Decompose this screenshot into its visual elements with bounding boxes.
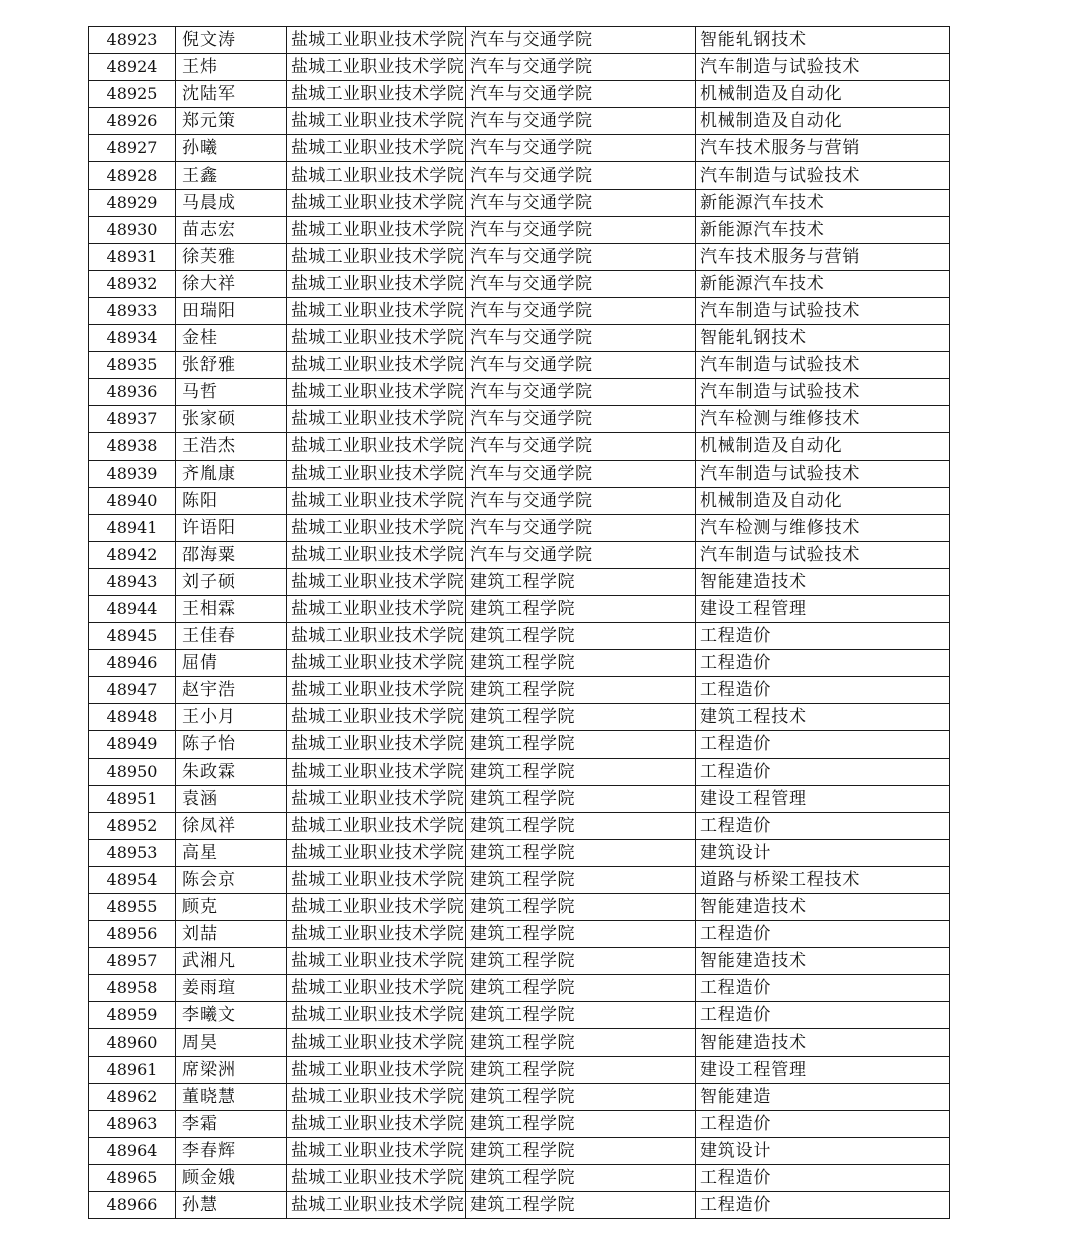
row-major-cell: 建设工程管理 bbox=[696, 1056, 950, 1083]
table-row bbox=[89, 487, 950, 514]
table-row bbox=[89, 135, 950, 162]
row-name-cell: 马晨成 bbox=[176, 189, 287, 216]
row-major-cell: 汽车制造与试验技术 bbox=[696, 541, 950, 568]
row-school-cell: 盐城工业职业技术学院 bbox=[287, 758, 466, 785]
row-college-cell: 汽车与交通学院 bbox=[466, 162, 696, 189]
row-id-cell: 48952 bbox=[89, 812, 176, 839]
row-college-cell: 建筑工程学院 bbox=[466, 1056, 696, 1083]
row-name-cell: 陈子怡 bbox=[176, 731, 287, 758]
row-school-cell: 盐城工业职业技术学院 bbox=[287, 541, 466, 568]
row-college-cell: 建筑工程学院 bbox=[466, 568, 696, 595]
table-row bbox=[89, 595, 950, 622]
row-major-cell: 建筑工程技术 bbox=[696, 704, 950, 731]
row-name-cell: 顾金娥 bbox=[176, 1164, 287, 1191]
row-school-cell: 盐城工业职业技术学院 bbox=[287, 677, 466, 704]
table-row bbox=[89, 677, 950, 704]
row-major-cell: 工程造价 bbox=[696, 1110, 950, 1137]
row-name-cell: 孙曦 bbox=[176, 135, 287, 162]
row-school-cell: 盐城工业职业技术学院 bbox=[287, 1056, 466, 1083]
row-name-cell: 王相霖 bbox=[176, 595, 287, 622]
row-major-cell: 汽车制造与试验技术 bbox=[696, 162, 950, 189]
table-row bbox=[89, 1110, 950, 1137]
row-id-cell: 48942 bbox=[89, 541, 176, 568]
row-school-cell: 盐城工业职业技术学院 bbox=[287, 162, 466, 189]
row-college-cell: 建筑工程学院 bbox=[466, 975, 696, 1002]
table-row bbox=[89, 1002, 950, 1029]
row-id-cell: 48958 bbox=[89, 975, 176, 1002]
row-college-cell: 汽车与交通学院 bbox=[466, 81, 696, 108]
row-id-cell: 48956 bbox=[89, 921, 176, 948]
table-row bbox=[89, 460, 950, 487]
table-row bbox=[89, 541, 950, 568]
row-school-cell: 盐城工业职业技术学院 bbox=[287, 731, 466, 758]
row-college-cell: 建筑工程学院 bbox=[466, 921, 696, 948]
row-college-cell: 建筑工程学院 bbox=[466, 1164, 696, 1191]
row-major-cell: 工程造价 bbox=[696, 1164, 950, 1191]
row-name-cell: 田瑞阳 bbox=[176, 297, 287, 324]
table-row bbox=[89, 162, 950, 189]
row-school-cell: 盐城工业职业技术学院 bbox=[287, 325, 466, 352]
row-major-cell: 智能建造技术 bbox=[696, 568, 950, 595]
row-college-cell: 汽车与交通学院 bbox=[466, 135, 696, 162]
row-major-cell: 工程造价 bbox=[696, 731, 950, 758]
row-college-cell: 汽车与交通学院 bbox=[466, 379, 696, 406]
row-school-cell: 盐城工业职业技术学院 bbox=[287, 54, 466, 81]
row-id-cell: 48939 bbox=[89, 460, 176, 487]
row-id-cell: 48949 bbox=[89, 731, 176, 758]
table-row bbox=[89, 623, 950, 650]
row-id-cell: 48965 bbox=[89, 1164, 176, 1191]
row-name-cell: 王小月 bbox=[176, 704, 287, 731]
table-row bbox=[89, 54, 950, 81]
row-college-cell: 建筑工程学院 bbox=[466, 623, 696, 650]
row-major-cell: 工程造价 bbox=[696, 677, 950, 704]
table-row bbox=[89, 1164, 950, 1191]
row-id-cell: 48955 bbox=[89, 894, 176, 921]
table-row bbox=[89, 297, 950, 324]
row-college-cell: 汽车与交通学院 bbox=[466, 487, 696, 514]
row-name-cell: 袁涵 bbox=[176, 785, 287, 812]
row-college-cell: 建筑工程学院 bbox=[466, 812, 696, 839]
row-college-cell: 汽车与交通学院 bbox=[466, 189, 696, 216]
row-name-cell: 朱政霖 bbox=[176, 758, 287, 785]
row-school-cell: 盐城工业职业技术学院 bbox=[287, 704, 466, 731]
row-school-cell: 盐城工业职业技术学院 bbox=[287, 785, 466, 812]
row-major-cell: 汽车检测与维修技术 bbox=[696, 514, 950, 541]
row-college-cell: 汽车与交通学院 bbox=[466, 325, 696, 352]
row-college-cell: 汽车与交通学院 bbox=[466, 243, 696, 270]
row-major-cell: 工程造价 bbox=[696, 1192, 950, 1219]
row-id-cell: 48947 bbox=[89, 677, 176, 704]
row-major-cell: 机械制造及自动化 bbox=[696, 487, 950, 514]
roster-table bbox=[88, 26, 950, 1219]
row-name-cell: 董晓慧 bbox=[176, 1083, 287, 1110]
row-name-cell: 许语阳 bbox=[176, 514, 287, 541]
row-name-cell: 徐大祥 bbox=[176, 270, 287, 297]
row-id-cell: 48957 bbox=[89, 948, 176, 975]
row-id-cell: 48954 bbox=[89, 866, 176, 893]
row-school-cell: 盐城工业职业技术学院 bbox=[287, 812, 466, 839]
row-id-cell: 48945 bbox=[89, 623, 176, 650]
row-id-cell: 48961 bbox=[89, 1056, 176, 1083]
row-school-cell: 盐城工业职业技术学院 bbox=[287, 27, 466, 54]
row-college-cell: 汽车与交通学院 bbox=[466, 297, 696, 324]
table-row bbox=[89, 975, 950, 1002]
row-name-cell: 高星 bbox=[176, 839, 287, 866]
row-school-cell: 盐城工业职业技术学院 bbox=[287, 135, 466, 162]
table-row bbox=[89, 839, 950, 866]
table-row bbox=[89, 758, 950, 785]
table-row bbox=[89, 325, 950, 352]
row-school-cell: 盐城工业职业技术学院 bbox=[287, 894, 466, 921]
table-row bbox=[89, 270, 950, 297]
row-school-cell: 盐城工业职业技术学院 bbox=[287, 189, 466, 216]
row-college-cell: 汽车与交通学院 bbox=[466, 460, 696, 487]
row-id-cell: 48932 bbox=[89, 270, 176, 297]
row-name-cell: 周昊 bbox=[176, 1029, 287, 1056]
row-major-cell: 汽车技术服务与营销 bbox=[696, 243, 950, 270]
row-name-cell: 孙慧 bbox=[176, 1192, 287, 1219]
row-school-cell: 盐城工业职业技术学院 bbox=[287, 270, 466, 297]
row-id-cell: 48946 bbox=[89, 650, 176, 677]
row-id-cell: 48953 bbox=[89, 839, 176, 866]
row-college-cell: 建筑工程学院 bbox=[466, 1137, 696, 1164]
row-school-cell: 盐城工业职业技术学院 bbox=[287, 406, 466, 433]
row-name-cell: 姜雨瑄 bbox=[176, 975, 287, 1002]
row-major-cell: 机械制造及自动化 bbox=[696, 108, 950, 135]
row-id-cell: 48951 bbox=[89, 785, 176, 812]
row-name-cell: 倪文涛 bbox=[176, 27, 287, 54]
row-name-cell: 王炜 bbox=[176, 54, 287, 81]
row-id-cell: 48935 bbox=[89, 352, 176, 379]
row-school-cell: 盐城工业职业技术学院 bbox=[287, 1083, 466, 1110]
row-college-cell: 汽车与交通学院 bbox=[466, 514, 696, 541]
row-name-cell: 李春辉 bbox=[176, 1137, 287, 1164]
row-college-cell: 汽车与交通学院 bbox=[466, 216, 696, 243]
row-major-cell: 新能源汽车技术 bbox=[696, 216, 950, 243]
row-college-cell: 建筑工程学院 bbox=[466, 866, 696, 893]
row-school-cell: 盐城工业职业技术学院 bbox=[287, 1029, 466, 1056]
row-college-cell: 建筑工程学院 bbox=[466, 1002, 696, 1029]
row-major-cell: 汽车制造与试验技术 bbox=[696, 379, 950, 406]
row-name-cell: 金桂 bbox=[176, 325, 287, 352]
row-major-cell: 道路与桥梁工程技术 bbox=[696, 866, 950, 893]
table-row bbox=[89, 379, 950, 406]
row-name-cell: 齐胤康 bbox=[176, 460, 287, 487]
row-major-cell: 建设工程管理 bbox=[696, 595, 950, 622]
row-id-cell: 48964 bbox=[89, 1137, 176, 1164]
row-name-cell: 张家硕 bbox=[176, 406, 287, 433]
row-college-cell: 建筑工程学院 bbox=[466, 677, 696, 704]
row-id-cell: 48927 bbox=[89, 135, 176, 162]
row-id-cell: 48924 bbox=[89, 54, 176, 81]
row-school-cell: 盐城工业职业技术学院 bbox=[287, 379, 466, 406]
row-college-cell: 汽车与交通学院 bbox=[466, 270, 696, 297]
row-id-cell: 48960 bbox=[89, 1029, 176, 1056]
row-name-cell: 苗志宏 bbox=[176, 216, 287, 243]
row-school-cell: 盐城工业职业技术学院 bbox=[287, 1192, 466, 1219]
table-row bbox=[89, 948, 950, 975]
table-row bbox=[89, 1083, 950, 1110]
row-id-cell: 48926 bbox=[89, 108, 176, 135]
row-major-cell: 汽车制造与试验技术 bbox=[696, 352, 950, 379]
row-college-cell: 建筑工程学院 bbox=[466, 650, 696, 677]
row-school-cell: 盐城工业职业技术学院 bbox=[287, 1137, 466, 1164]
table-row bbox=[89, 866, 950, 893]
row-major-cell: 工程造价 bbox=[696, 975, 950, 1002]
row-name-cell: 马哲 bbox=[176, 379, 287, 406]
row-college-cell: 建筑工程学院 bbox=[466, 1192, 696, 1219]
row-school-cell: 盐城工业职业技术学院 bbox=[287, 595, 466, 622]
table-row bbox=[89, 1192, 950, 1219]
table-row bbox=[89, 433, 950, 460]
row-name-cell: 郑元策 bbox=[176, 108, 287, 135]
row-name-cell: 赵宇浩 bbox=[176, 677, 287, 704]
row-id-cell: 48963 bbox=[89, 1110, 176, 1137]
row-id-cell: 48966 bbox=[89, 1192, 176, 1219]
row-school-cell: 盐城工业职业技术学院 bbox=[287, 487, 466, 514]
row-major-cell: 建筑设计 bbox=[696, 839, 950, 866]
row-college-cell: 建筑工程学院 bbox=[466, 1029, 696, 1056]
table-row bbox=[89, 921, 950, 948]
row-id-cell: 48930 bbox=[89, 216, 176, 243]
row-id-cell: 48940 bbox=[89, 487, 176, 514]
row-name-cell: 王鑫 bbox=[176, 162, 287, 189]
row-major-cell: 机械制造及自动化 bbox=[696, 433, 950, 460]
table-row bbox=[89, 731, 950, 758]
table-row bbox=[89, 27, 950, 54]
row-id-cell: 48941 bbox=[89, 514, 176, 541]
row-college-cell: 汽车与交通学院 bbox=[466, 406, 696, 433]
row-school-cell: 盐城工业职业技术学院 bbox=[287, 1002, 466, 1029]
row-major-cell: 汽车技术服务与营销 bbox=[696, 135, 950, 162]
row-school-cell: 盐城工业职业技术学院 bbox=[287, 1110, 466, 1137]
roster-body bbox=[89, 27, 950, 1219]
row-college-cell: 建筑工程学院 bbox=[466, 894, 696, 921]
row-id-cell: 48943 bbox=[89, 568, 176, 595]
row-name-cell: 沈陆军 bbox=[176, 81, 287, 108]
table-row bbox=[89, 81, 950, 108]
row-major-cell: 汽车检测与维修技术 bbox=[696, 406, 950, 433]
row-school-cell: 盐城工业职业技术学院 bbox=[287, 948, 466, 975]
row-major-cell: 智能轧钢技术 bbox=[696, 325, 950, 352]
table-row bbox=[89, 785, 950, 812]
row-major-cell: 机械制造及自动化 bbox=[696, 81, 950, 108]
row-major-cell: 智能建造技术 bbox=[696, 894, 950, 921]
row-college-cell: 建筑工程学院 bbox=[466, 1083, 696, 1110]
table-row bbox=[89, 894, 950, 921]
row-name-cell: 刘子硕 bbox=[176, 568, 287, 595]
row-name-cell: 李曦文 bbox=[176, 1002, 287, 1029]
row-major-cell: 建设工程管理 bbox=[696, 785, 950, 812]
row-id-cell: 48962 bbox=[89, 1083, 176, 1110]
row-college-cell: 建筑工程学院 bbox=[466, 758, 696, 785]
row-name-cell: 王佳春 bbox=[176, 623, 287, 650]
row-name-cell: 邵海粟 bbox=[176, 541, 287, 568]
row-id-cell: 48933 bbox=[89, 297, 176, 324]
row-id-cell: 48931 bbox=[89, 243, 176, 270]
row-college-cell: 汽车与交通学院 bbox=[466, 541, 696, 568]
row-name-cell: 王浩杰 bbox=[176, 433, 287, 460]
row-major-cell: 汽车制造与试验技术 bbox=[696, 460, 950, 487]
row-name-cell: 屈倩 bbox=[176, 650, 287, 677]
row-major-cell: 建筑设计 bbox=[696, 1137, 950, 1164]
table-row bbox=[89, 216, 950, 243]
row-id-cell: 48959 bbox=[89, 1002, 176, 1029]
row-school-cell: 盐城工业职业技术学院 bbox=[287, 866, 466, 893]
row-major-cell: 新能源汽车技术 bbox=[696, 189, 950, 216]
row-major-cell: 工程造价 bbox=[696, 1002, 950, 1029]
row-id-cell: 48928 bbox=[89, 162, 176, 189]
row-school-cell: 盐城工业职业技术学院 bbox=[287, 568, 466, 595]
table-row bbox=[89, 514, 950, 541]
row-college-cell: 建筑工程学院 bbox=[466, 731, 696, 758]
row-major-cell: 新能源汽车技术 bbox=[696, 270, 950, 297]
row-major-cell: 工程造价 bbox=[696, 921, 950, 948]
row-major-cell: 智能建造技术 bbox=[696, 948, 950, 975]
table-row bbox=[89, 1029, 950, 1056]
row-id-cell: 48937 bbox=[89, 406, 176, 433]
table-row bbox=[89, 352, 950, 379]
table-row bbox=[89, 812, 950, 839]
row-college-cell: 建筑工程学院 bbox=[466, 595, 696, 622]
row-major-cell: 工程造价 bbox=[696, 812, 950, 839]
table-row bbox=[89, 406, 950, 433]
row-major-cell: 工程造价 bbox=[696, 758, 950, 785]
row-id-cell: 48948 bbox=[89, 704, 176, 731]
row-college-cell: 汽车与交通学院 bbox=[466, 433, 696, 460]
table-row bbox=[89, 1137, 950, 1164]
table-row bbox=[89, 189, 950, 216]
row-school-cell: 盐城工业职业技术学院 bbox=[287, 433, 466, 460]
row-id-cell: 48936 bbox=[89, 379, 176, 406]
row-id-cell: 48925 bbox=[89, 81, 176, 108]
table-row bbox=[89, 568, 950, 595]
row-college-cell: 建筑工程学院 bbox=[466, 704, 696, 731]
row-school-cell: 盐城工业职业技术学院 bbox=[287, 352, 466, 379]
row-school-cell: 盐城工业职业技术学院 bbox=[287, 243, 466, 270]
row-name-cell: 李霜 bbox=[176, 1110, 287, 1137]
row-name-cell: 徐芙雅 bbox=[176, 243, 287, 270]
row-major-cell: 智能建造 bbox=[696, 1083, 950, 1110]
row-name-cell: 刘喆 bbox=[176, 921, 287, 948]
row-name-cell: 席梁洲 bbox=[176, 1056, 287, 1083]
row-name-cell: 顾克 bbox=[176, 894, 287, 921]
row-school-cell: 盐城工业职业技术学院 bbox=[287, 108, 466, 135]
row-major-cell: 智能建造技术 bbox=[696, 1029, 950, 1056]
row-college-cell: 建筑工程学院 bbox=[466, 948, 696, 975]
row-id-cell: 48938 bbox=[89, 433, 176, 460]
row-college-cell: 汽车与交通学院 bbox=[466, 352, 696, 379]
table-row bbox=[89, 108, 950, 135]
row-school-cell: 盐城工业职业技术学院 bbox=[287, 921, 466, 948]
row-school-cell: 盐城工业职业技术学院 bbox=[287, 81, 466, 108]
row-name-cell: 武湘凡 bbox=[176, 948, 287, 975]
table-row bbox=[89, 704, 950, 731]
row-college-cell: 汽车与交通学院 bbox=[466, 108, 696, 135]
row-college-cell: 建筑工程学院 bbox=[466, 785, 696, 812]
row-college-cell: 汽车与交通学院 bbox=[466, 54, 696, 81]
row-school-cell: 盐城工业职业技术学院 bbox=[287, 1164, 466, 1191]
table-row bbox=[89, 1056, 950, 1083]
row-school-cell: 盐城工业职业技术学院 bbox=[287, 975, 466, 1002]
row-college-cell: 汽车与交通学院 bbox=[466, 27, 696, 54]
row-major-cell: 智能轧钢技术 bbox=[696, 27, 950, 54]
row-school-cell: 盐城工业职业技术学院 bbox=[287, 460, 466, 487]
row-major-cell: 汽车制造与试验技术 bbox=[696, 54, 950, 81]
row-name-cell: 徐凤祥 bbox=[176, 812, 287, 839]
row-major-cell: 汽车制造与试验技术 bbox=[696, 297, 950, 324]
row-school-cell: 盐城工业职业技术学院 bbox=[287, 839, 466, 866]
row-name-cell: 陈会京 bbox=[176, 866, 287, 893]
row-major-cell: 工程造价 bbox=[696, 650, 950, 677]
row-school-cell: 盐城工业职业技术学院 bbox=[287, 297, 466, 324]
row-id-cell: 48950 bbox=[89, 758, 176, 785]
row-school-cell: 盐城工业职业技术学院 bbox=[287, 650, 466, 677]
row-college-cell: 建筑工程学院 bbox=[466, 1110, 696, 1137]
row-school-cell: 盐城工业职业技术学院 bbox=[287, 514, 466, 541]
row-school-cell: 盐城工业职业技术学院 bbox=[287, 623, 466, 650]
row-major-cell: 工程造价 bbox=[696, 623, 950, 650]
row-college-cell: 建筑工程学院 bbox=[466, 839, 696, 866]
row-id-cell: 48929 bbox=[89, 189, 176, 216]
table-row bbox=[89, 650, 950, 677]
row-name-cell: 张舒雅 bbox=[176, 352, 287, 379]
row-name-cell: 陈阳 bbox=[176, 487, 287, 514]
table-row bbox=[89, 243, 950, 270]
row-id-cell: 48944 bbox=[89, 595, 176, 622]
row-id-cell: 48923 bbox=[89, 27, 176, 54]
row-school-cell: 盐城工业职业技术学院 bbox=[287, 216, 466, 243]
row-id-cell: 48934 bbox=[89, 325, 176, 352]
